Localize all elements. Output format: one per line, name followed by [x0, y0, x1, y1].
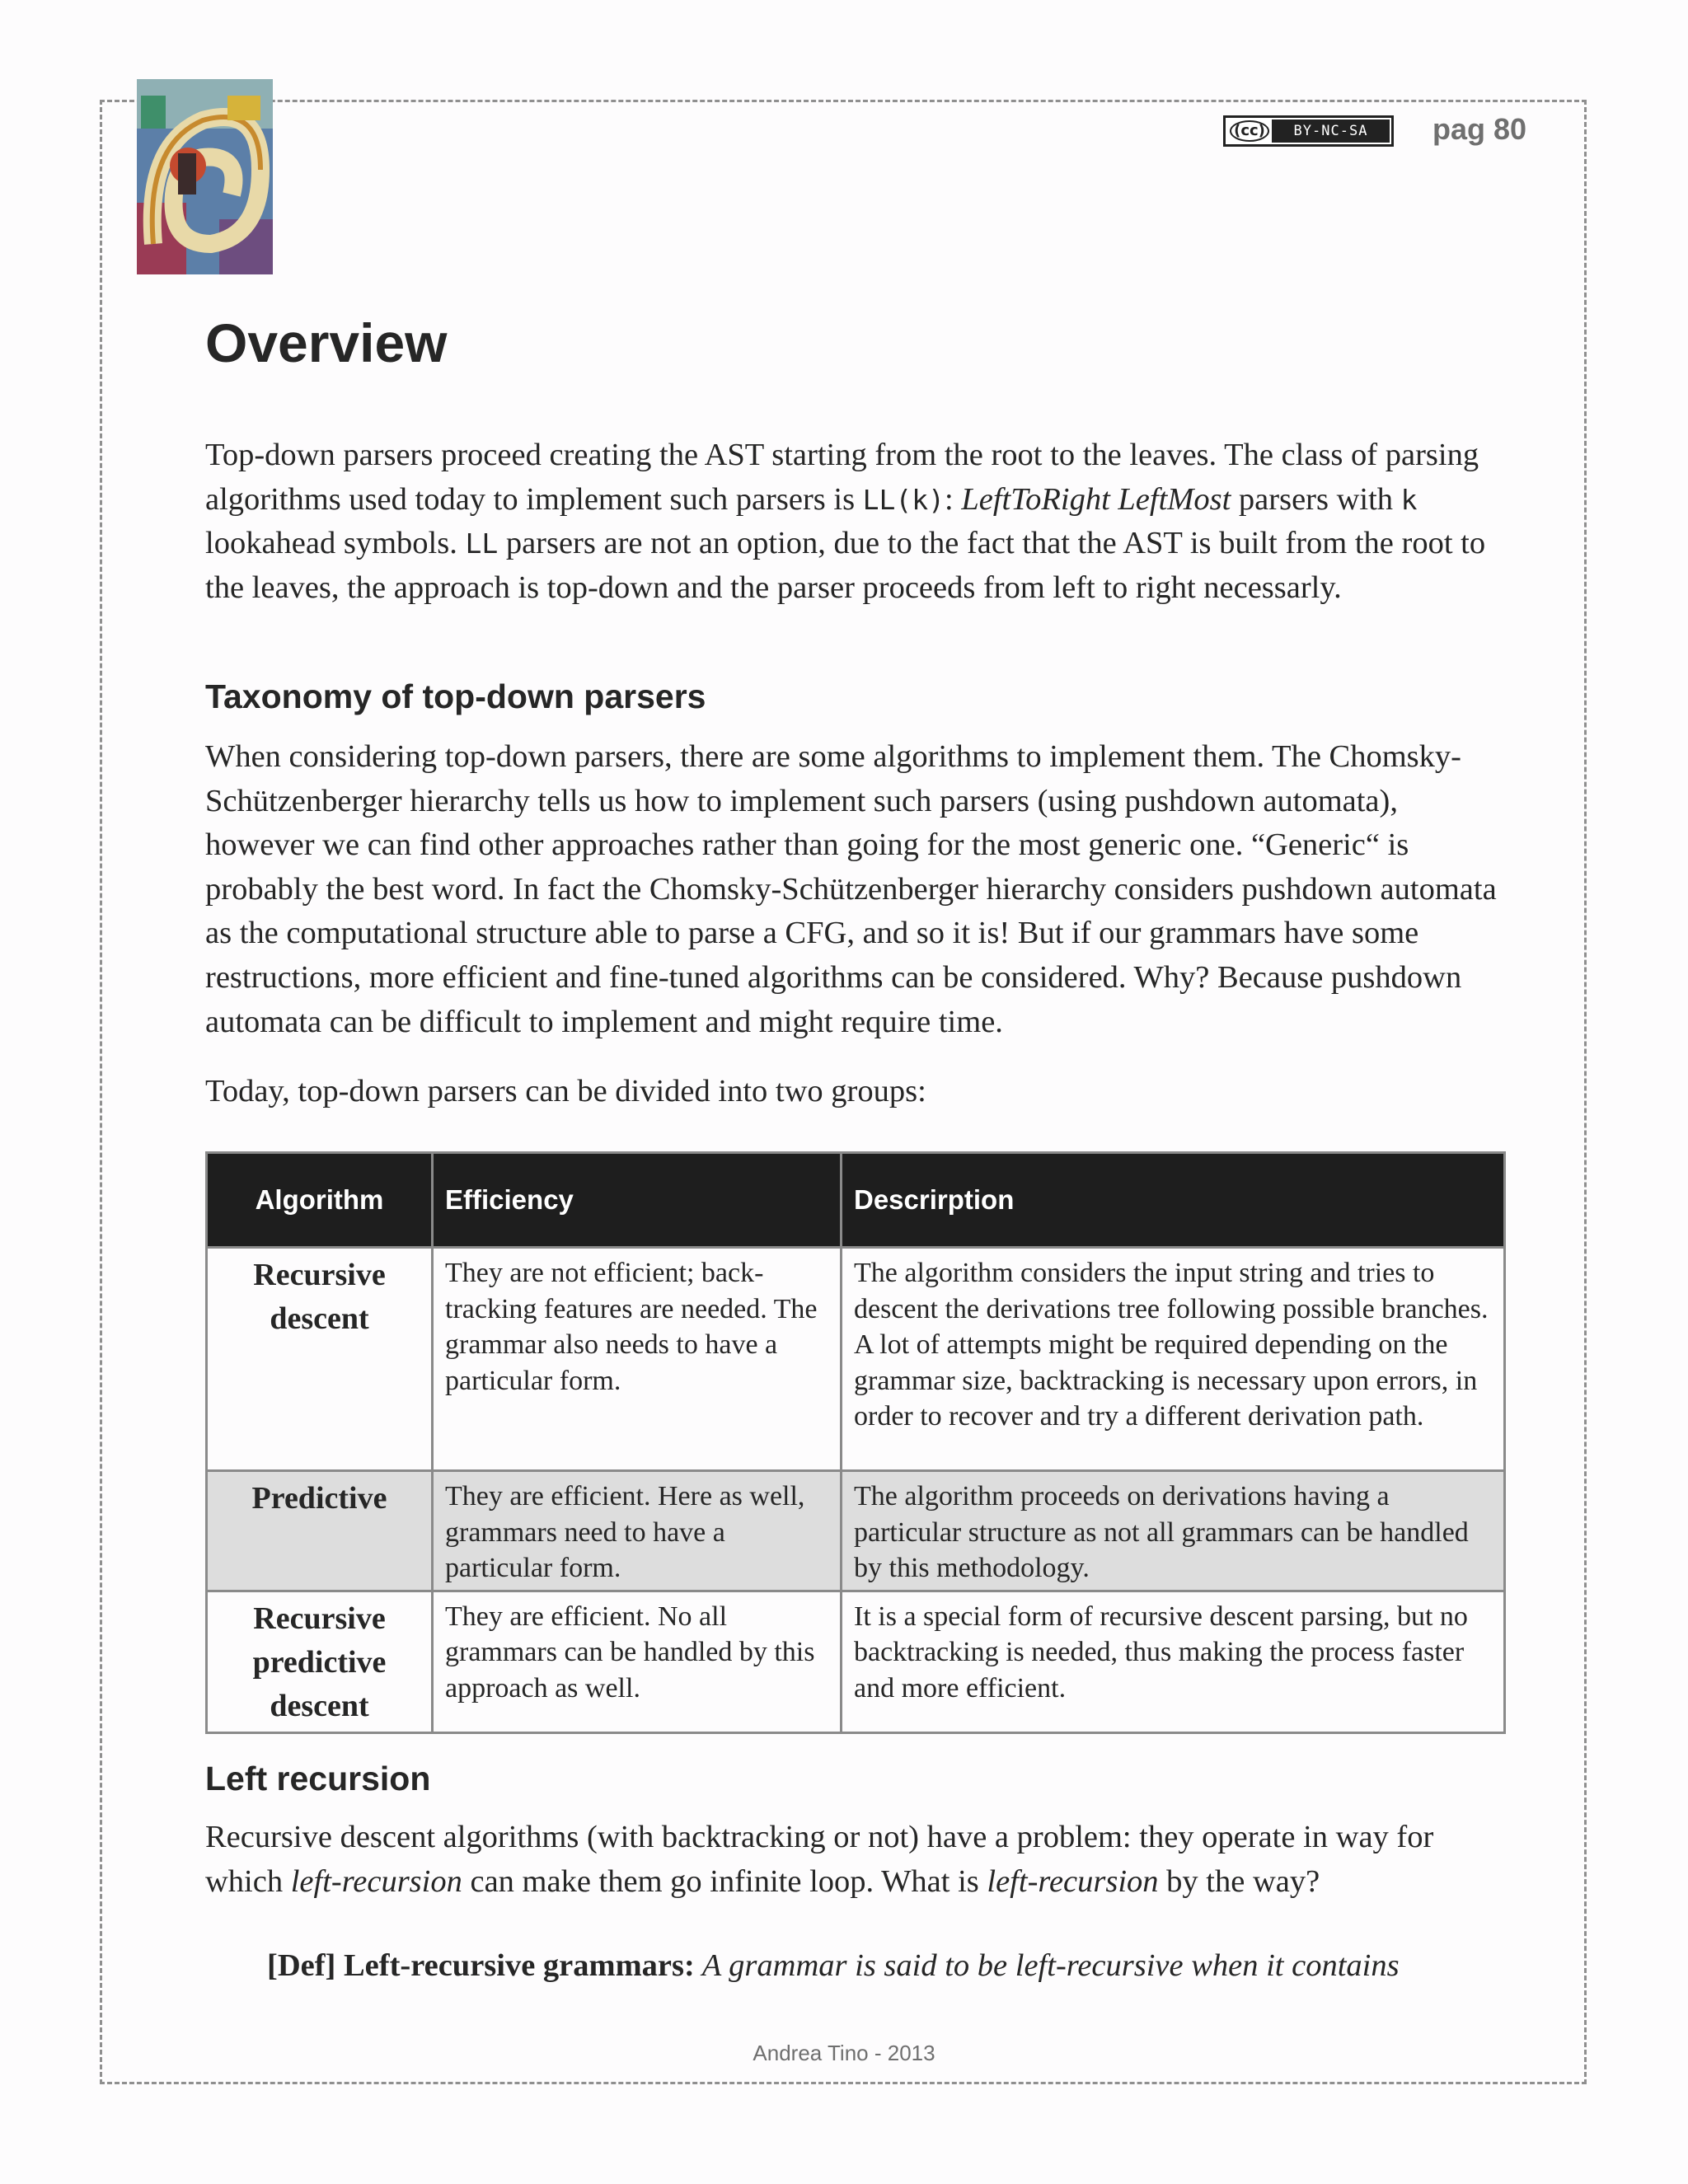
inline-code: LL(k) — [862, 483, 945, 516]
page-number: pag 80 — [1432, 112, 1527, 146]
section-heading-left-recursion: Left recursion — [205, 1760, 431, 1797]
algorithm-efficiency: They are efficient. Here as well, grammars need to have a particular form. — [433, 1471, 842, 1591]
algorithm-name: Recursive descent — [207, 1248, 433, 1471]
algorithm-name: Predictive — [207, 1471, 433, 1591]
column-header: Algorithm — [207, 1153, 433, 1248]
algorithm-efficiency: They are efficient. No all grammars can be handled by this approach as well. — [433, 1591, 842, 1732]
column-header: Efficiency — [433, 1153, 842, 1248]
column-header: Descrirption — [842, 1153, 1505, 1248]
table-row — [207, 1471, 1505, 1591]
page-footer: Andrea Tino - 2013 — [753, 2041, 935, 2065]
intro-paragraph: Top-down parsers proceed creating the AST starting from the root to the leaves. The class of parsing algorithms used today to implement such parsers is LL(k): LeftToRight LeftMost parsers with k lookahead symbols. LL parsers are not an option, due to the fact that the AST is built from the root to the leaves, the approach is top-down and the parser proceeds from left to right necessarly. — [205, 438, 1486, 605]
algorithm-description: The algorithm proceeds on derivations having a particular structure as not all grammars can be handled by this methodology. — [842, 1471, 1505, 1591]
creative-commons-icon: (cc) — [1227, 120, 1272, 143]
chapter-artwork-image — [137, 79, 273, 274]
algorithm-efficiency: They are not efficient; back-tracking features are needed. The grammar also needs to have a particular form. — [433, 1248, 842, 1471]
inline-code: LL — [465, 527, 499, 560]
left-recursion-paragraph: Recursive descent algorithms (with backtracking or not) have a problem: they operate in way for which left-recursion can make them go infinite loop. What is left-recursion by the way? — [205, 1820, 1434, 1899]
groups-intro-paragraph: Today, top-down parsers can be divided into two groups: — [205, 1074, 926, 1108]
inline-code: k — [1400, 483, 1418, 516]
license-terms: BY-NC-SA — [1272, 120, 1390, 143]
cc-license-badge[interactable] — [1223, 115, 1394, 147]
definition-left-recursive: [Def] Left-recursive grammars: A grammar is said to be left-recursive when it contains — [267, 1948, 1400, 1983]
taxonomy-paragraph: When considering top-down parsers, there are some algorithms to implement them. The Chomsky-Schützenberger hierarchy tells us how to implement such parsers (using pushdown automata), however we can find other approaches rather than going for the most generic one. “Generic“ is probably the best word. In fact the Chomsky-Schützenberger hierarchy considers pushdown automata as the computational structure able to parse a CFG, and so it is! But if our grammars have some restructions, more efficient and fine-tuned algorithms can be considered. Why? Because pushdown automata can be difficult to implement and might require time. — [205, 739, 1497, 1039]
table-row — [207, 1248, 1505, 1471]
section-heading-taxonomy: Taxonomy of top-down parsers — [205, 677, 706, 715]
algorithm-name: Recursive predictive descent — [207, 1591, 433, 1732]
page-title: Overview — [205, 312, 448, 373]
table-row — [207, 1591, 1505, 1732]
algorithm-description: The algorithm considers the input string and tries to descent the derivations tree following possible branches. A lot of attempts might be required depending on the grammar size, backtracking is necessary upon errors, in order to recover and try a different derivation path. — [842, 1248, 1505, 1471]
table-header-row — [207, 1153, 1505, 1248]
algorithm-description: It is a special form of recursive descent parsing, but no backtracking is needed, thus making the process faster and more efficient. — [842, 1591, 1505, 1732]
algorithms-table — [205, 1151, 1506, 1734]
